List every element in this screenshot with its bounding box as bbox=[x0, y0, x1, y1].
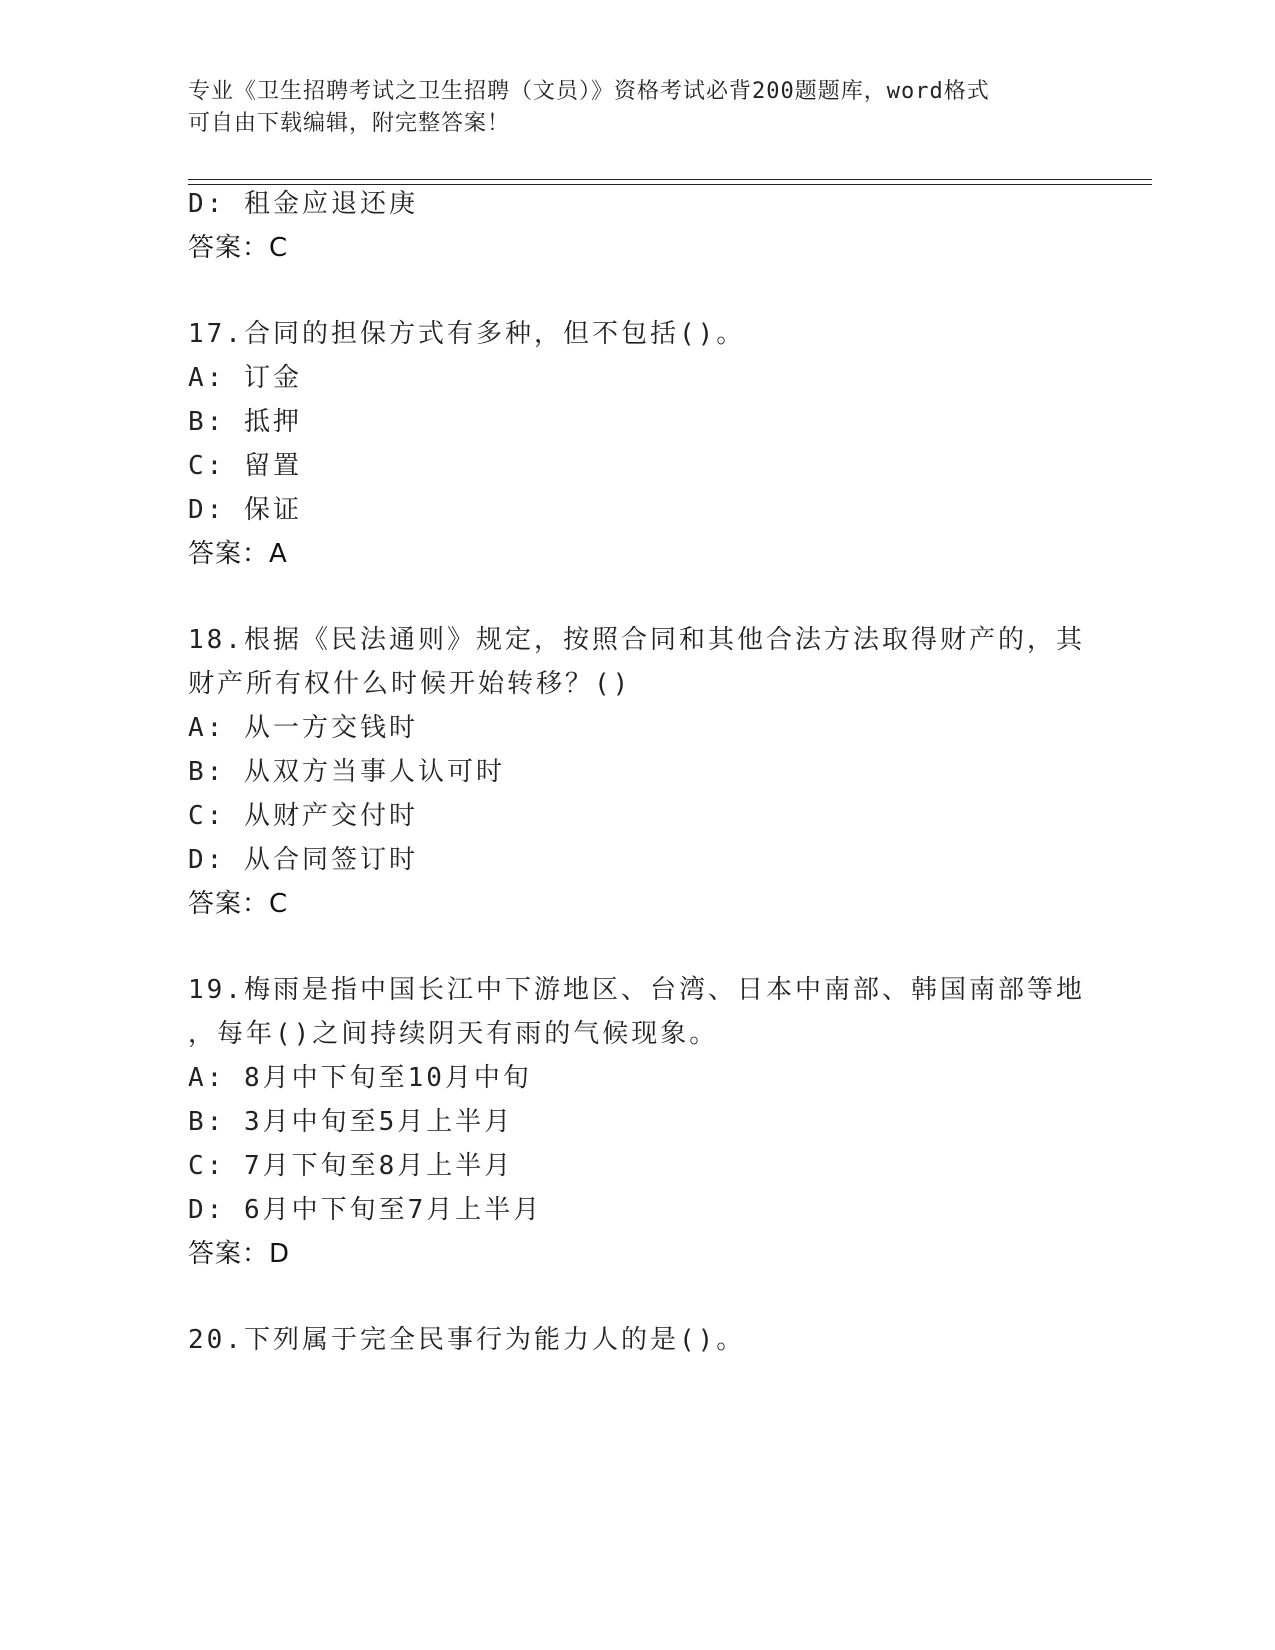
q18-option-a: A: 从一方交钱时 bbox=[188, 713, 418, 743]
header-line-2: 可自由下载编辑，附完整答案！ bbox=[188, 111, 511, 136]
q19-option-d: D: 6月中下旬至7月上半月 bbox=[188, 1195, 543, 1225]
document-header bbox=[188, 76, 1068, 140]
q17-option-d: D: 保证 bbox=[188, 495, 302, 525]
q18-stem-line-2: 财产所有权什么时候开始转移？() bbox=[188, 669, 632, 699]
q17-option-a: A: 订金 bbox=[188, 363, 302, 393]
q19-option-a: A: 8月中下旬至10月中旬 bbox=[188, 1063, 532, 1093]
q17-option-c: C: 留置 bbox=[188, 451, 302, 481]
header-divider-bottom bbox=[188, 184, 1152, 185]
prev-answer: 答案：C bbox=[188, 233, 289, 263]
q17-option-b: B: 抵押 bbox=[188, 407, 302, 437]
q19-option-c: C: 7月下旬至8月上半月 bbox=[188, 1151, 514, 1181]
q20-stem: 20.下列属于完全民事行为能力人的是()。 bbox=[188, 1325, 746, 1355]
q19-stem-line-2: ，每年()之间持续阴天有雨的气候现象。 bbox=[188, 1019, 719, 1049]
q18-option-c: C: 从财产交付时 bbox=[188, 801, 418, 831]
q18-option-b: B: 从双方当事人认可时 bbox=[188, 757, 505, 787]
q19-option-b: B: 3月中旬至5月上半月 bbox=[188, 1107, 514, 1137]
q18-stem-line-1: 18.根据《民法通则》规定，按照合同和其他合法方法取得财产的，其 bbox=[188, 625, 1085, 655]
q18-answer: 答案：C bbox=[188, 889, 289, 919]
q17-stem: 17.合同的担保方式有多种，但不包括()。 bbox=[188, 319, 746, 349]
q19-stem-line-1: 19.梅雨是指中国长江中下游地区、台湾、日本中南部、韩国南部等地 bbox=[188, 975, 1085, 1005]
prev-option-d: D: 租金应退还庚 bbox=[188, 189, 418, 219]
header-divider-top bbox=[188, 179, 1152, 180]
header-line-1: 专业《卫生招聘考试之卫生招聘（文员）》资格考试必背200题题库，word格式 bbox=[188, 79, 990, 104]
q17-answer: 答案：A bbox=[188, 539, 288, 569]
q19-answer: 答案：D bbox=[188, 1239, 291, 1269]
q18-option-d: D: 从合同签订时 bbox=[188, 845, 418, 875]
